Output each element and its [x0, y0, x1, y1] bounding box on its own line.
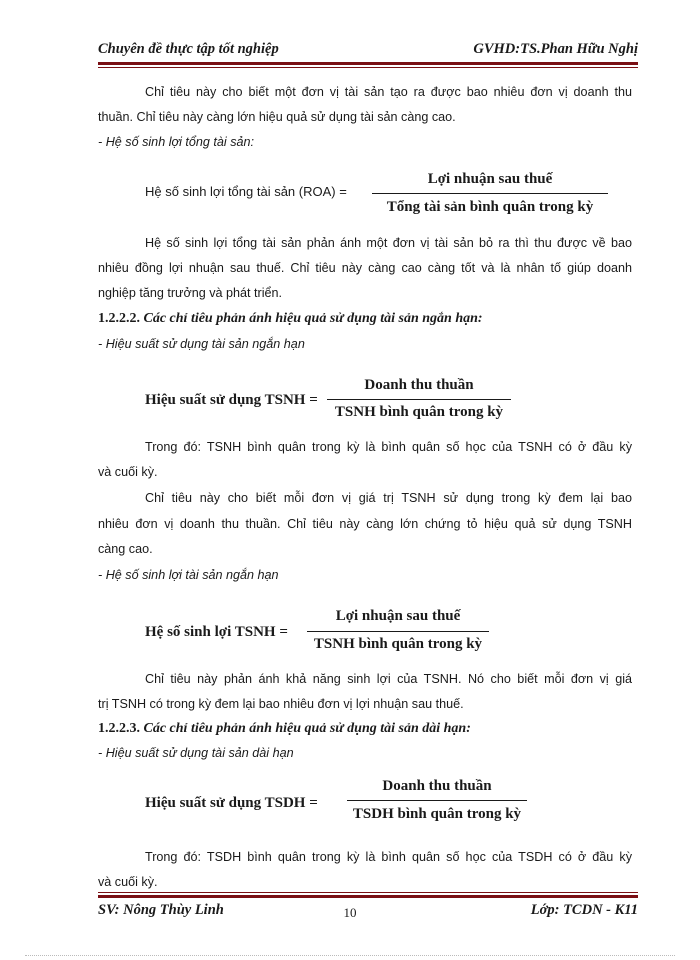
paragraph-line: và cuối kỳ.	[98, 875, 158, 889]
footer-rule	[98, 892, 638, 898]
page-number: 10	[343, 905, 357, 920]
subheading-sl-tsnh: - Hệ số sinh lợi tài sản ngắn hạn	[98, 568, 279, 582]
section-number: 1.2.2.3.	[98, 721, 140, 736]
subheading-hs-tsnh: - Hiệu suất sử dụng tài sản ngắn hạn	[98, 337, 305, 351]
paragraph-line: nhiêu đơn vị doanh thu thuần. Chỉ tiêu này càng lớn chứng tỏ hiệu quả sử dụng TSNH	[98, 517, 632, 531]
fraction-bar	[372, 193, 608, 194]
section-title: Các chỉ tiêu phản ánh hiệu quả sử dụng tài sản ngắn hạn:	[143, 311, 483, 326]
formula-denominator: TSNH bình quân trong kỳ	[313, 636, 483, 652]
paragraph-line: Chỉ tiêu này cho biết mỗi đơn vị giá trị TSNH sử dụng trong kỳ đem lại bao	[145, 491, 632, 505]
formula-denominator: TSDH bình quân trong kỳ	[352, 806, 522, 822]
paragraph-line: trị TSNH có trong kỳ đem lại bao nhiêu đơn vị lợi nhuận sau thuế.	[98, 697, 464, 711]
paragraph-line: thuần. Chỉ tiêu này càng lớn hiệu quả sử dụng tài sản càng cao.	[98, 110, 456, 124]
page-edge-dots	[25, 955, 675, 956]
subheading-hs-tsdh: - Hiệu suất sử dụng tài sản dài hạn	[98, 746, 294, 760]
formula-numerator: Lợi nhuận sau thuế	[427, 171, 553, 187]
paragraph-line: nhiêu đồng lợi nhuận sau thuế. Chỉ tiêu này càng cao càng tốt và là nhân tố giúp doanh	[98, 261, 632, 275]
section-number: 1.2.2.2.	[98, 311, 140, 326]
header-rule	[98, 62, 638, 68]
paragraph-line: càng cao.	[98, 542, 153, 556]
footer-student: SV: Nông Thùy Linh	[98, 902, 224, 918]
section-heading-1223	[98, 721, 471, 737]
subheading-roa: - Hệ số sinh lợi tổng tài sản:	[98, 135, 255, 149]
fraction-bar	[307, 631, 489, 632]
formula-numerator: Doanh thu thuần	[382, 778, 492, 794]
section-title: Các chỉ tiêu phản ánh hiệu quả sử dụng tài sản dài hạn:	[143, 721, 471, 736]
paragraph-line: Hệ số sinh lợi tổng tài sản phản ánh một đơn vị tài sản bỏ ra thì thu được về bao	[145, 236, 632, 250]
formula-numerator: Lợi nhuận sau thuế	[335, 608, 461, 624]
paragraph-line: nghiệp tăng trưởng và phát triển.	[98, 286, 283, 300]
formula-label: Hiệu suất sử dụng TSNH =	[145, 392, 318, 408]
formula-denominator: Tổng tài sản bình quân trong kỳ	[386, 199, 594, 215]
paragraph-line: Trong đó: TSDH bình quân trong kỳ là bình quân số học của TSDH có ở đầu kỳ	[145, 850, 632, 864]
fraction-bar	[347, 800, 527, 801]
section-heading-1222	[98, 311, 483, 327]
paragraph-line: và cuối kỳ.	[98, 465, 158, 479]
formula-label: Hiệu suất sử dụng TSDH =	[145, 795, 318, 811]
formula-numerator: Doanh thu thuần	[364, 377, 474, 393]
footer-class: Lớp: TCDN - K11	[530, 902, 638, 918]
formula-label: Hệ số sinh lợi TSNH =	[145, 624, 288, 640]
formula-denominator: TSNH bình quân trong kỳ	[334, 404, 504, 420]
formula-label: Hệ số sinh lợi tổng tài sản (ROA) =	[145, 184, 347, 199]
header-doc-title: Chuyên đề thực tập tốt nghiệp	[98, 41, 279, 57]
paragraph-line: Trong đó: TSNH bình quân trong kỳ là bình quân số học của TSNH có ở đầu kỳ	[145, 440, 632, 454]
fraction-bar	[327, 399, 511, 400]
paragraph-line: Chỉ tiêu này cho biết một đơn vị tài sản tạo ra được bao nhiêu đơn vị doanh thu	[145, 85, 632, 99]
paragraph-line: Chỉ tiêu này phản ánh khả năng sinh lợi của TSNH. Nó cho biết mỗi đơn vị giá	[145, 672, 632, 686]
header-advisor: GVHD:TS.Phan Hữu Nghị	[473, 41, 638, 57]
